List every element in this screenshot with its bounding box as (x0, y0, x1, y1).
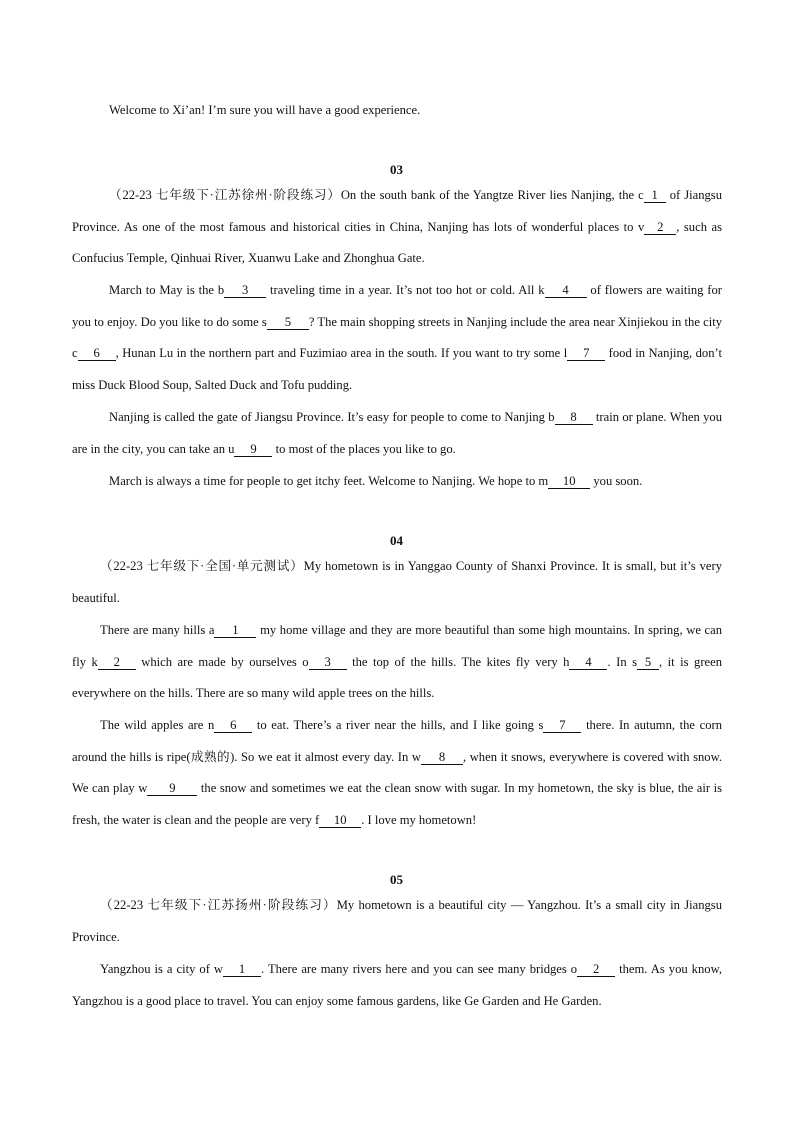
section-number: 03 (390, 162, 403, 177)
blank[interactable]: 2 (98, 655, 136, 670)
blank[interactable]: 1 (223, 962, 261, 977)
blank[interactable]: 2 (577, 962, 615, 977)
blank[interactable]: 2 (644, 220, 676, 235)
paragraph: Yangzhou is a city of w 1 . There are many rivers here and you can see many bridges o 2 them. As you know, Yangzhou is a good place to travel. You can enjoy some famous gardens, like Ge Garden and He Garden. (72, 962, 722, 1008)
blank[interactable]: 4 (569, 655, 607, 670)
intro-line: Welcome to Xi’an! I’m sure you will have a good experience. (109, 103, 421, 117)
blank[interactable]: 7 (567, 346, 605, 361)
blank[interactable]: 7 (543, 718, 581, 733)
section-number: 04 (390, 533, 403, 548)
paragraph: （22-23 七年级下·全国·单元测试）My hometown is in Yanggao County of Shanxi Province. It is small, but it’s very beautiful. (72, 559, 722, 605)
paragraph: Nanjing is called the gate of Jiangsu Province. It’s easy for people to come to Nanjing b 8 train or plane. When you are in the city, you can take an u 9 to most of the places you like to go. (72, 410, 723, 456)
blank[interactable]: 3 (309, 655, 347, 670)
paragraph: The wild apples are n 6 to eat. There’s a river near the hills, and I like going s 7 there. In autumn, the corn around the hills is ripe(成熟的). So we eat it almost every day. In w 8 , when it snows, everywhere is covered with snow. We can play w 9 the snow and sometimes we eat the clean snow with sugar. In my hometown, the sky is blue, the air is fresh, the water is clean and the people are very f 10 . I love my hometown! (72, 718, 723, 827)
section-number: 05 (390, 872, 403, 887)
blank[interactable]: 6 (78, 346, 116, 361)
paragraph: （22-23 七年级下·江苏徐州·阶段练习）On the south bank of the Yangtze River lies Nanjing, the c 1 of Jiangsu Province. As one of the most famous and historical cities in China, Nanjing has lots of wonderful places to v 2 , such as Confucius Temple, Qinhuai River, Xuanwu Lake and Zhonghua Gate. (72, 188, 722, 266)
blank[interactable]: 4 (545, 283, 587, 298)
blank[interactable]: 5 (637, 655, 659, 670)
blank[interactable]: 9 (147, 781, 197, 796)
paragraph: March to May is the b 3 traveling time in a year. It’s not too hot or cold. All k 4 of flowers are waiting for you to enjoy. Do you like to do some s 5 ? The main shopping streets in Nanjing include the area near Xinjiekou in the city c 6 , Hunan Lu in the northern part and Fuzimiao area in the south. If you want to try some l 7 food in Nanjing, don’t miss Duck Blood Soup, Salted Duck and Tofu pudding. (72, 283, 723, 392)
paragraph: March is always a time for people to get itchy feet. Welcome to Nanjing. We hope to m 10 you soon. (109, 474, 643, 488)
blank[interactable]: 3 (224, 283, 266, 298)
blank[interactable]: 9 (234, 442, 272, 457)
blank[interactable]: 8 (555, 410, 593, 425)
blank[interactable]: 1 (214, 623, 256, 638)
paragraph: There are many hills a 1 my home village and they are more beautiful than some high mountains. In spring, we can fly k 2 which are made by ourselves o 3 the top of the hills. The kites fly very h 4 . In s 5 , it is green everywhere on the hills. There are so many wild apple trees on the hills. (72, 623, 723, 701)
blank[interactable]: 1 (644, 188, 666, 203)
blank[interactable]: 8 (421, 750, 463, 765)
blank[interactable]: 10 (319, 813, 361, 828)
blank[interactable]: 5 (267, 315, 309, 330)
blank[interactable]: 6 (214, 718, 252, 733)
paragraph: （22-23 七年级下·江苏扬州·阶段练习）My hometown is a beautiful city — Yangzhou. It’s a small city in Jiangsu Province. (72, 898, 722, 944)
blank[interactable]: 10 (548, 474, 590, 489)
